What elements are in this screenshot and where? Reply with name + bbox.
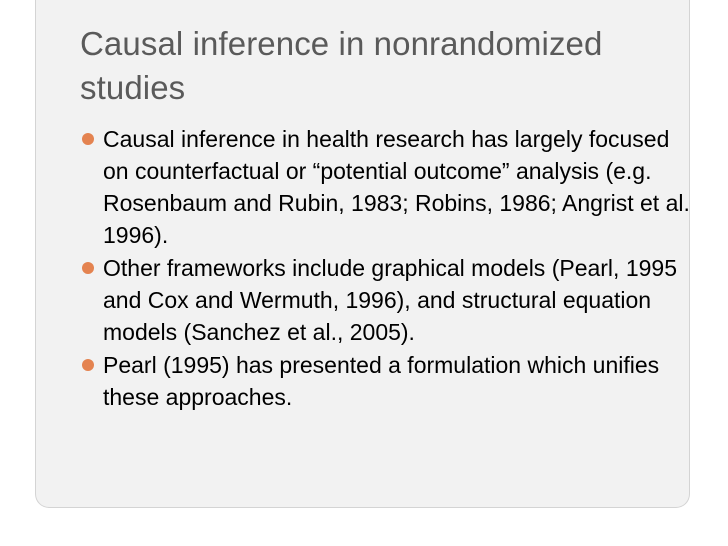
bullet-dot-icon xyxy=(82,359,94,371)
bullet-list xyxy=(80,123,700,414)
bullet-item xyxy=(80,123,700,251)
slide-title: Causal inference in nonrandomized studies xyxy=(80,25,603,106)
bullet-text: Causal inference in health research has largely focused on counterfactual or “potential outcome” analysis (e.g. Rosenbaum and Rubin, 1983; Robins, 1986; Angrist et al. 1996). xyxy=(103,126,690,248)
bullet-item xyxy=(80,349,700,413)
bullet-dot-icon xyxy=(82,133,94,145)
bullet-text: Pearl (1995) has presented a formulation which unifies these approaches. xyxy=(103,352,660,410)
bullet-item xyxy=(80,252,700,348)
bullet-text: Other frameworks include graphical models (Pearl, 1995 and Cox and Wermuth, 1996), and structural equation models (Sanchez et al., 2005). xyxy=(103,255,677,345)
bullet-dot-icon xyxy=(82,262,94,274)
